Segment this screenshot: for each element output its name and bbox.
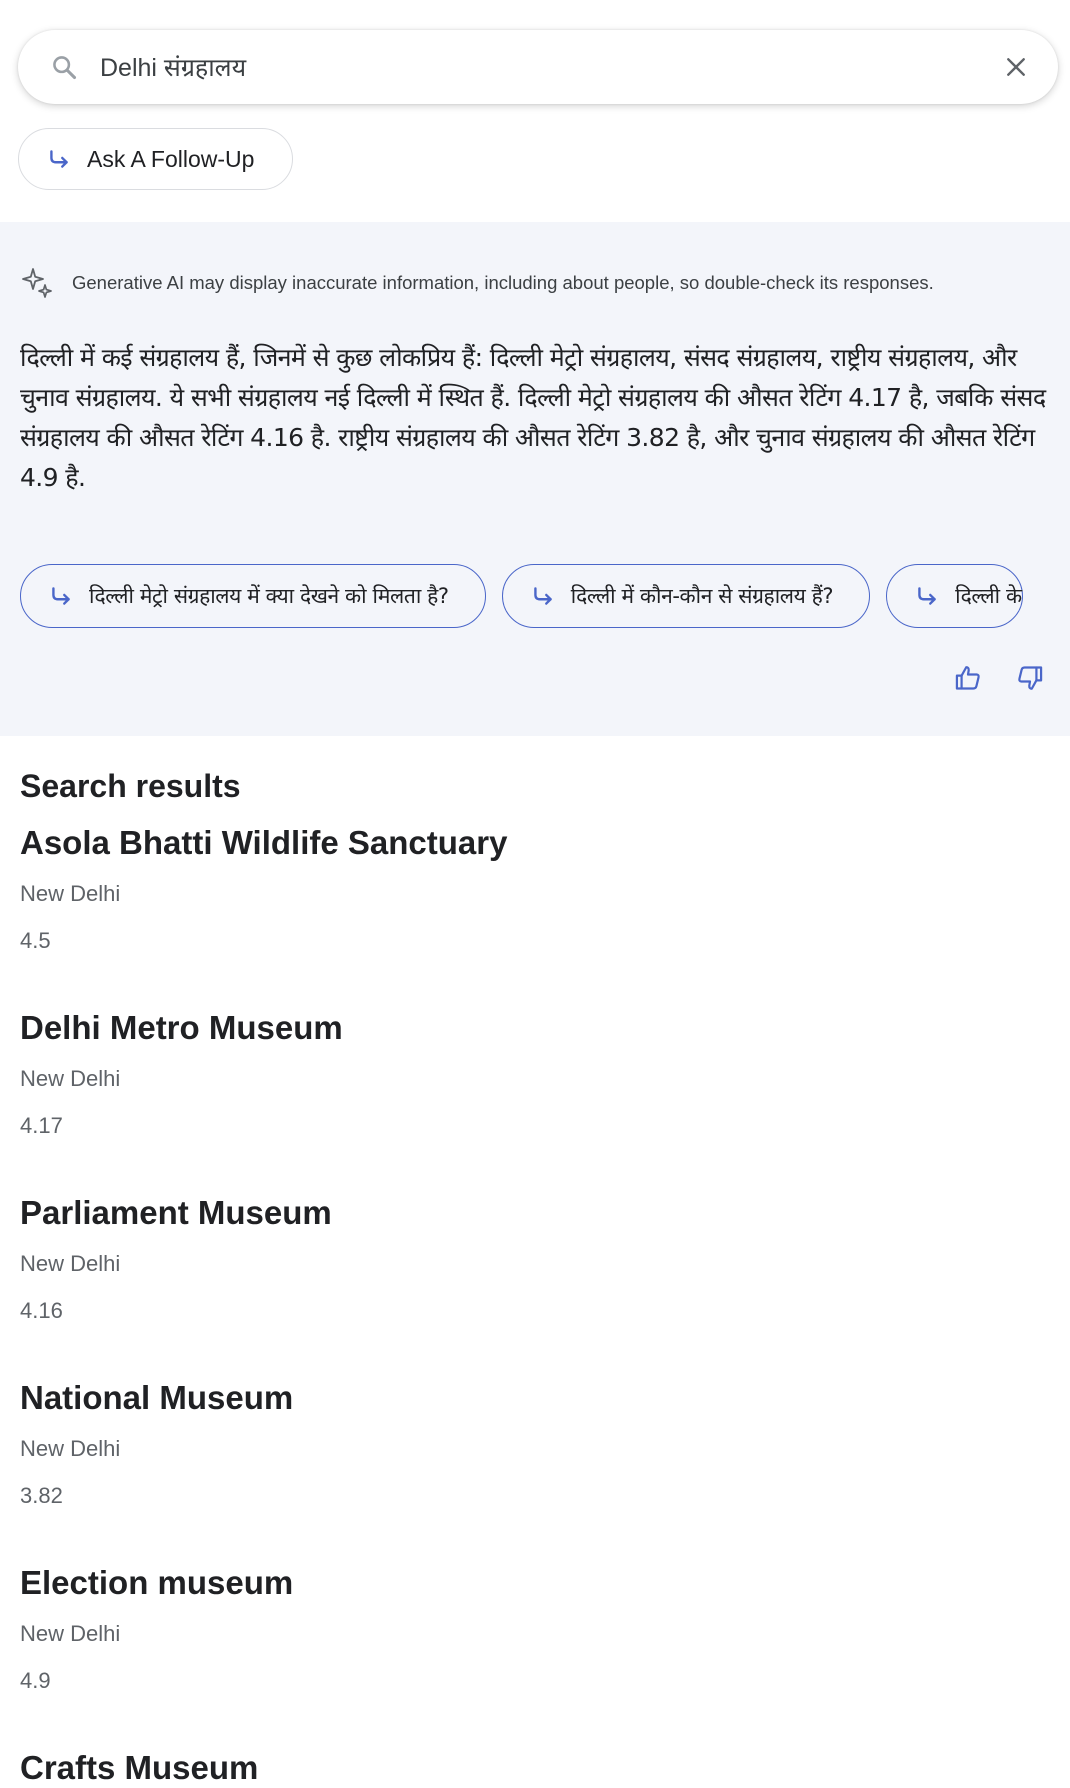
follow-up-arrow-icon: [45, 145, 73, 173]
ai-disclaimer-text: Generative AI may display inaccurate information, including about people, so double-check its responses.: [72, 272, 934, 293]
suggestion-chip-label: दिल्ली में कौन-कौन से संग्रहालय हैं?: [570, 584, 834, 608]
result-item[interactable]: [20, 1563, 1050, 1698]
result-title[interactable]: Crafts Museum: [20, 1749, 259, 1786]
ai-answer-text: दिल्ली में कई संग्रहालय हैं, जिनमें से कुछ लोकप्रिय हैं: दिल्ली मेट्रो संग्रहालय, संसद संग्रहालय, राष्ट्रीय संग्रहालय, और चुनाव संग्रहालय. ये सभी संग्रहालय नई दिल्ली में स्थित हैं. दिल्ली मेट्रो संग्रहालय की औसत रेटिंग 4.17 है, जबकि संसद संग्रहालय की औसत रेटिंग 4.16 है. राष्ट्रीय संग्रहालय की औसत रेटिंग 3.82 है, और चुनाव संग्रहालय की औसत रेटिंग 4.9 है.: [20, 343, 1046, 492]
result-location: New Delhi: [20, 1621, 121, 1646]
search-header: [0, 0, 1070, 222]
result-item[interactable]: [20, 1378, 1050, 1513]
search-bar[interactable]: [18, 30, 1058, 104]
close-icon[interactable]: [1000, 51, 1032, 83]
follow-up-arrow-icon: [47, 582, 75, 610]
result-rating: 4.5: [20, 928, 51, 953]
search-input[interactable]: [100, 53, 1000, 82]
follow-up-suggestions: [20, 564, 1070, 628]
result-rating: 4.9: [20, 1668, 51, 1693]
suggestion-chip[interactable]: [886, 564, 1023, 628]
result-location: New Delhi: [20, 881, 121, 906]
result-item[interactable]: [20, 1193, 1050, 1328]
ask-follow-up-button[interactable]: [18, 128, 293, 190]
result-rating: 4.16: [20, 1298, 63, 1323]
result-title[interactable]: Election museum: [20, 1564, 294, 1601]
follow-up-arrow-icon: [913, 582, 941, 610]
suggestion-chip-label: दिल्ली मेट्रो संग्रहालय में क्या देखने को मिलता है?: [89, 584, 449, 608]
result-title[interactable]: Asola Bhatti Wildlife Sanctuary: [20, 824, 508, 861]
result-title[interactable]: National Museum: [20, 1379, 294, 1416]
ask-follow-up-label: Ask A Follow-Up: [87, 145, 255, 172]
result-item[interactable]: [20, 1008, 1050, 1143]
suggestion-chip[interactable]: [20, 564, 486, 628]
thumbs-up-icon[interactable]: [952, 662, 984, 694]
sparkle-icon: [20, 266, 54, 300]
thumbs-down-icon[interactable]: [1014, 662, 1046, 694]
result-location: New Delhi: [20, 1436, 121, 1461]
search-results: [0, 736, 1070, 1788]
feedback-buttons: [20, 662, 1070, 694]
result-item[interactable]: [20, 1748, 1050, 1788]
result-rating: 4.17: [20, 1113, 63, 1138]
result-location: New Delhi: [20, 1251, 121, 1276]
ai-overview-panel: [0, 222, 1070, 736]
result-title[interactable]: Parliament Museum: [20, 1194, 332, 1231]
follow-up-arrow-icon: [529, 582, 557, 610]
search-icon: [48, 51, 80, 83]
result-rating: 3.82: [20, 1483, 63, 1508]
suggestion-chip[interactable]: [502, 564, 870, 628]
suggestion-chip-label: दिल्ली के: [955, 584, 1022, 608]
ai-disclaimer: [20, 266, 1070, 300]
result-location: New Delhi: [20, 1066, 121, 1091]
result-item[interactable]: [20, 823, 1050, 958]
result-title[interactable]: Delhi Metro Museum: [20, 1009, 343, 1046]
search-results-heading: Search results: [20, 768, 241, 804]
